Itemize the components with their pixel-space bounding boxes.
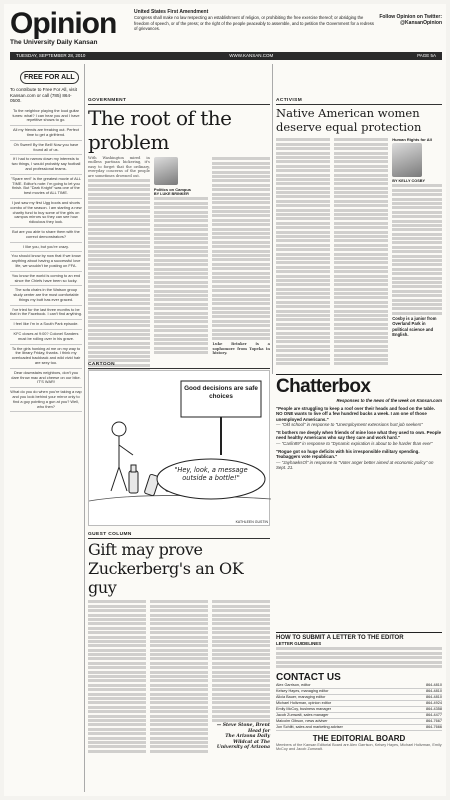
- contact-name: Malcolm Gibson, news adviser: [276, 718, 328, 723]
- contact-phone[interactable]: 864-4358: [425, 706, 442, 711]
- chatterbox-subtitle: Responses to the news of the week on Kansan.com: [336, 398, 442, 403]
- article-body-text: [276, 137, 330, 367]
- column-divider: [84, 64, 85, 792]
- quote-attribution: — "Carlin89" in response to "Dynamic expiration is about to be harder than ever": [276, 440, 433, 446]
- publication-name: The University Daily Kansan: [10, 39, 98, 46]
- author-bio: Cosby is a junior from Overland Park in political science and English.: [392, 316, 437, 337]
- free-for-all-item: All my friends are freaking out. Perfect time to get a girlfriend.: [10, 126, 82, 141]
- guest-signature: [212, 723, 270, 750]
- contact-phone[interactable]: 864-7666: [425, 724, 442, 729]
- byline: BY LUKE BRINKER: [153, 192, 189, 196]
- follow-label: Follow Opinion on Twitter:: [379, 14, 442, 20]
- newspaper-page: [4, 4, 446, 796]
- section-label: ACTIVISM: [276, 98, 442, 105]
- article-body-text: [88, 179, 150, 388]
- column-divider: [272, 64, 273, 374]
- free-for-all-item: Oh Sweet! By the Bell! Now you have found all of us.: [10, 141, 82, 156]
- free-for-all-item: To the neighbor playing the loud guitar tunes: what? I can hear you and I have repetitive shows to go.: [10, 107, 82, 126]
- dateline-page: PAGE 5A: [417, 53, 436, 58]
- article-body-text: [212, 157, 270, 340]
- article-headline: Gift may prove Zuckerberg's an OK guy: [88, 540, 244, 597]
- article-body-text: [334, 137, 388, 367]
- chatterbox-quote: [276, 430, 442, 446]
- columnist-photo: [154, 157, 178, 185]
- column-tag: Politics on Campus: [153, 187, 191, 192]
- contact-us-heading: CONTACT US: [276, 671, 341, 683]
- free-for-all-item: The sofa chairs in the Watson group study center are the most comfortable things my butt has ever graced.: [10, 286, 82, 305]
- free-for-all-item: KFC closes at 9:00? Colonel Sanders must be rolling over in his grave.: [10, 330, 82, 345]
- cartoon-drawing: [89, 371, 271, 527]
- contact-phone[interactable]: 864-7667: [425, 718, 442, 723]
- guest-author: — Steve Stone, Brent Head for: [216, 723, 270, 734]
- free-for-all-item: What do you do when you're taking a nap and you look behind your mirror only to find a guy pointing a gun at you? Well, who then?: [10, 388, 82, 412]
- cartoon-credit: KATHLEEN GUSTIN: [235, 520, 268, 524]
- free-for-all-item: I like you, but you're crazy.: [10, 243, 82, 253]
- contact-phone[interactable]: 864-4477: [425, 712, 442, 717]
- contact-row: [276, 725, 442, 731]
- activism-article: [276, 98, 442, 367]
- contact-phone[interactable]: 864-4810: [425, 694, 442, 699]
- article-headline: The root of the problem: [88, 106, 232, 154]
- article-headline: Native American women deserve equal protection: [276, 106, 422, 134]
- free-for-all-info: To contribute to Free For All, visit Kansan.com or call (785) 864-0500.: [10, 87, 77, 104]
- guest-column-article: [88, 532, 270, 754]
- chatterbox-title: Chatterbox: [276, 374, 442, 398]
- masthead: [10, 8, 442, 52]
- dateline-date: TUESDAY, SEPTEMBER 28, 2010: [16, 53, 86, 58]
- contact-list: [276, 683, 442, 731]
- free-for-all-column: [10, 64, 82, 792]
- free-for-all-item: Dear downstairs neighbors, don't you dare throw mac and cheese on our bike. IT'S WAR!: [10, 369, 82, 388]
- chatterbox-quote: [276, 449, 442, 470]
- contact-name: Jacob Zumwalt, sales manager: [276, 712, 329, 717]
- quote-text: "It bothers me deeply when friends of mine lose what they used to own. People need healthy Americans who say they care and work hard.": [276, 430, 442, 441]
- free-for-all-item: I feel like I'm in a South Park episode.: [10, 320, 82, 330]
- government-article: [88, 98, 270, 390]
- free-for-all-badge: FREE FOR ALL: [20, 71, 79, 84]
- cartoon-speech-text: "Hey, look, a message outside a bottle!": [174, 466, 248, 482]
- contact-name: Alex Garrison, editor: [276, 682, 311, 687]
- free-for-all-item: If I had to narrow down my interests to two things, I would probably say football and professional teams.: [10, 155, 82, 174]
- editorial-board-members: Members of the Kansan Editorial Board are Alex Garrison, Kelsey Hayes, Michael Holtzman, Emily McCoy and Jacob Zumwalt.: [276, 742, 442, 751]
- column-tag: Human Rights for All: [392, 137, 432, 142]
- first-amendment: [134, 10, 374, 32]
- follow-handle[interactable]: @KansanOpinion: [400, 20, 442, 26]
- free-for-all-item: You know the world is coming to an end since the Chiefs have been so lucky.: [10, 272, 82, 287]
- amendment-text: Congress shall make no law respecting an establishment of religion, or prohibiting the free exercise thereof; or abridging the freedom of speech, or of the press; or the right of the people peaceably to assemble, and to petition the Government for a redress of grievances.: [134, 15, 374, 32]
- section-label: GUEST COLUMN: [88, 532, 270, 539]
- free-for-all-item: To the girls honking at me on my way to the library Friday, thanks. I think my overloaded backback and wild vivid hair are sexy too.: [10, 345, 82, 369]
- contact-phone[interactable]: 864-4924: [425, 700, 442, 705]
- contact-section: [276, 632, 442, 792]
- contact-phone[interactable]: 864-4810: [425, 682, 442, 687]
- article-body-text: [154, 197, 209, 354]
- twitter-follow[interactable]: [372, 14, 442, 26]
- contact-name: Kelsey Hayes, managing editor: [276, 688, 329, 693]
- guidelines-text: [276, 647, 442, 668]
- section-label: GOVERNMENT: [88, 98, 270, 105]
- quote-attribution: — "JayhawksOl" in response to "Voter anger better aimed at economic policy" on Sept. 21.: [276, 459, 434, 470]
- submit-letter-heading: HOW TO SUBMIT A LETTER TO THE EDITOR: [276, 635, 404, 641]
- article-body-text: [212, 600, 270, 722]
- chatterbox-quote: [276, 406, 442, 427]
- columnist-photo: [392, 143, 422, 177]
- free-for-all-item: But are you able to share them with the correct demonstrators?: [10, 228, 82, 243]
- article-body-text: [392, 184, 442, 314]
- editorial-cartoon: [88, 370, 270, 526]
- contact-name: Michael Holtzman, opinion editor: [276, 700, 332, 705]
- free-for-all-item: "Spare rent" is the greatest movie of ALL TIME. Editor's note: I'm going to let you finish. But "Dark Knight" was one of the best movies of ALL TIME.: [10, 175, 82, 199]
- contact-name: Alicia Bauer, managing editor: [276, 694, 326, 699]
- free-for-all-item: You should know by now that if we know anything about having a successful love life, we wouldn't be posting on FFA.: [10, 252, 82, 271]
- cartoon-section: [88, 362, 270, 530]
- editorial-board-heading: THE EDITORIAL BOARD: [312, 733, 406, 743]
- page-title: Opinion: [10, 7, 117, 40]
- guest-publication: The Arizona Daily Wildcat at The University of Arizona: [216, 734, 270, 750]
- author-note: Luke Brinker is a sophomore from Topeka in history.: [212, 342, 270, 356]
- contact-phone[interactable]: 864-4810: [425, 688, 442, 693]
- dateline-bar: [10, 52, 442, 60]
- quote-attribution: — "Old school" in response to "Unemployment extensions hurt job seekers": [276, 421, 423, 427]
- chatterbox-section: [276, 374, 442, 470]
- article-body-text: [88, 599, 146, 754]
- quote-text: "Rogue got so huge deficits with his irresponsible military spending. Teabaggers vote republican.": [276, 449, 420, 460]
- letter-guidelines-heading: LETTER GUIDELINES: [276, 641, 322, 646]
- cartoon-sign-text: Good decisions are safe choices: [184, 385, 258, 400]
- section-label: CARTOON: [88, 362, 270, 369]
- article-intro: With Washington mired in endless partisan bickering, it's easy to forget that the ordinary, everyday concerns of the people are sometimes drowned out.: [88, 156, 150, 178]
- dateline-website[interactable]: WWW.KANSAN.COM: [229, 53, 274, 58]
- article-body-text: [150, 599, 208, 754]
- contact-name: Jon Schlitt, sales and marketing adviser: [276, 724, 343, 729]
- free-for-all-item: I've tried for the last three months to be that in the Facebook. I can't find anything.: [10, 306, 82, 321]
- free-for-all-list: [10, 107, 82, 413]
- byline: BY KELLY COSBY: [392, 179, 426, 183]
- free-for-all-item: I just saw my first Ugg boots and shorts combo of the season. I am starting a new charity fund to buy some of the girls on campus mirrors so they can see how ridiculous they look.: [10, 199, 82, 228]
- contact-name: Emily McCoy, business manager: [276, 706, 332, 711]
- quote-text: "People are struggling to keep a roof over their heads and food on the table. NO ONE wants to live off a few hundred bucks a week. I am one of those unemployed Americans.": [276, 406, 435, 422]
- amendment-title: United States First Amendment: [134, 9, 209, 15]
